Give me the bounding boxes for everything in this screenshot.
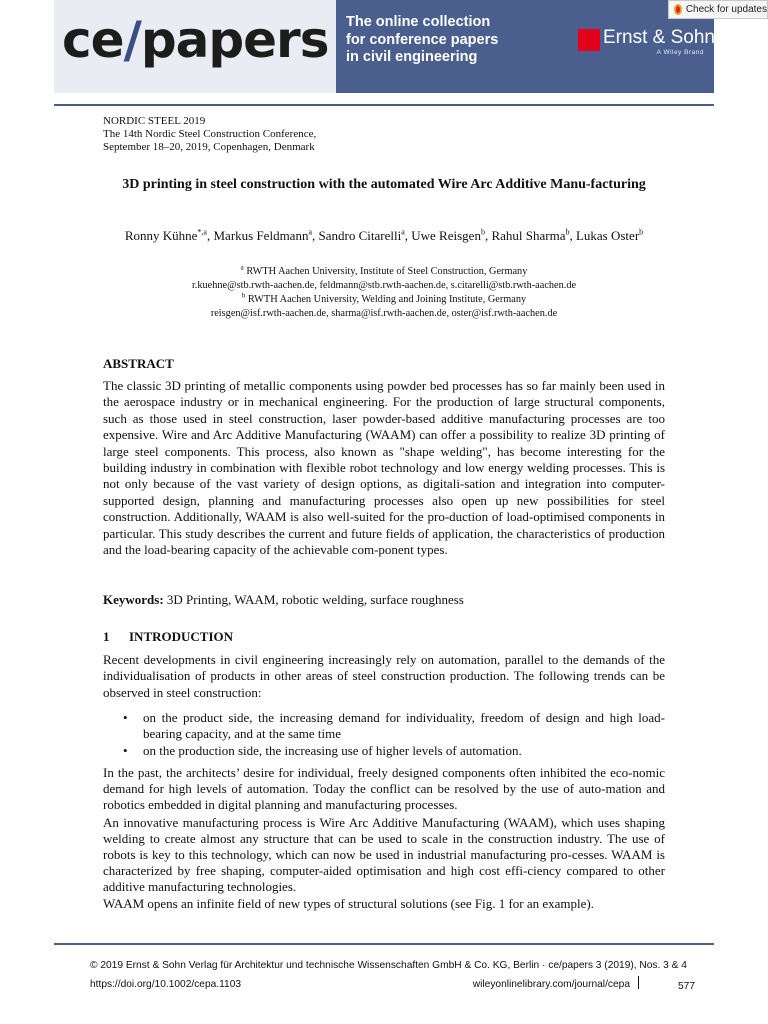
- publisher-subtitle: A Wiley Brand: [656, 49, 704, 56]
- list-item: [103, 743, 665, 759]
- logo-text-ce: ce: [62, 11, 124, 69]
- paper-title: 3D printing in steel construction with the automated Wire Arc Additive Manu-facturing: [122, 177, 646, 192]
- check-for-updates-button[interactable]: [668, 0, 768, 19]
- affiliation-list: [103, 265, 665, 321]
- author-name: Rahul Sharma: [491, 228, 566, 243]
- author-affiliation-mark: b: [480, 227, 485, 237]
- copyright-notice: © 2019 Ernst & Sohn Verlag für Architektur und technische Wissenschaften GmbH & Co. KG, Berlin · ce/papers 3 (2019), Nos. 3 & 4: [90, 960, 687, 971]
- author-affiliation-mark: b: [639, 227, 644, 237]
- intro-paragraph: WAAM opens an infinite field of new types of structural solutions (see Fig. 1 for an example).: [103, 896, 594, 911]
- author-name: Markus Feldmann: [213, 228, 309, 243]
- tagline-line: The online collection: [346, 14, 491, 30]
- footer-separator: [638, 976, 639, 989]
- affiliation-mark: a: [240, 263, 244, 272]
- header-divider: [54, 104, 714, 106]
- intro-paragraph: In the past, the architects’ desire for individual, freely designed components often inhibited the eco-nomic demand for high levels of automation. Today the conflict can be resolved by the use of auto-mation and robotics embedded in digital planning and manufacturing processes.: [103, 765, 665, 812]
- conference-info: [103, 115, 316, 154]
- author-list: Ronny Kühne$^{*,a}$, Markus Feldmann$^a$, Sandro Citarelli$^a$, Uwe Reisgen$^b$, Rahul Sharma$^b$, Lukas Oster$^b$: [124, 227, 644, 243]
- section-number: 1: [103, 629, 110, 644]
- keywords-text: 3D Printing, WAAM, robotic welding, surface roughness: [163, 592, 464, 607]
- author-name: Lukas Oster: [575, 228, 640, 243]
- conference-dates: September 18–20, 2019, Copenhagen, Denmark: [103, 141, 315, 153]
- list-item-text: on the production side, the increasing use of higher levels of automation.: [143, 742, 522, 758]
- crossmark-icon: [674, 4, 682, 15]
- cepapers-logo: [62, 10, 328, 70]
- publisher-logo: [578, 27, 715, 67]
- bullet-icon: •: [123, 710, 128, 725]
- keywords-label: Keywords:: [103, 592, 164, 607]
- section-heading-introduction: [103, 629, 233, 645]
- conference-full-name: The 14th Nordic Steel Construction Conference,: [103, 128, 317, 140]
- check-for-updates-label: Check for updates: [685, 4, 767, 15]
- list-item-text: on the product side, the increasing demand for individuality, freedom of design and high load-bearing capacity, and at the same time: [143, 710, 665, 742]
- author-affiliation-mark: a: [401, 227, 405, 237]
- list-item: [103, 710, 665, 743]
- intro-paragraph: An innovative manufacturing process is Wire Arc Additive Manufacturing (WAAM), which uses shaping welding to create almost any structure that can be used to scale in the construction industry. The use of robots is key to this technology, which can now be used in industrial manufacturing pro-cesses. WAAM is characterized by free shaping, computer-aided optimisation and high cost effi-ciency compared to other additive manufacturing technologies.: [103, 815, 665, 894]
- author-affiliation-mark: a: [308, 227, 313, 237]
- intro-paragraph: Recent developments in civil engineering increasingly rely on automation, parallel to the demands of the individualisation of products in other areas of steel construction production. The following trends can be observed in steel construction:: [103, 652, 665, 700]
- logo-slash: /: [123, 11, 141, 69]
- author-name: Ronny Kühne: [124, 228, 198, 243]
- affiliation-emails: reisgen@isf.rwth-aachen.de, sharma@isf.rwth-aachen.de, oster@isf.rwth-aachen.de: [210, 308, 558, 319]
- abstract-heading: ABSTRACT: [103, 356, 174, 371]
- publisher-name: Ernst & Sohn: [603, 27, 715, 48]
- publisher-mark-icon: [578, 29, 600, 51]
- affiliation-line: [103, 293, 665, 307]
- tagline-line: in civil engineering: [346, 49, 478, 65]
- affiliation-text: RWTH Aachen University, Welding and Joining Institute, Germany: [245, 294, 527, 305]
- abstract-text: The classic 3D printing of metallic components using powder bed processes has so far mainly been used in the aerospace industry or in mechanical engineering. For the production of large structural components, such as those used in steel construction, laser powder-based additive manufacturing processes are too expensive. Wire and Arc Additive Manufacturing (WAAM) can offer a possibility to realize 3D printing of large steel components. This process, also known as "shape welding", has become interesting for the building industry in combination with flexible robot technology and low energy welding processes. This is not only because of the vast variety of design options, as digitali-sation and integration into computer-supported design, planning and manufacturing processes also open up new possibilities for steel construction. Additionally, WAAM is also well-suited for the pro-duction of load-optimised components in particular. This study describes the current and future fields of application, the characteristics of production and the load-bearing capacity of the achievable com-ponent types.: [103, 378, 665, 558]
- page-number: 577: [678, 981, 695, 992]
- journal-link[interactable]: wileyonlinelibrary.com/journal/cepa: [472, 979, 630, 990]
- conference-name: NORDIC STEEL 2019: [103, 115, 206, 127]
- affiliation-text: RWTH Aachen University, Institute of Steel Construction, Germany: [243, 266, 528, 277]
- section-title: INTRODUCTION: [129, 629, 234, 644]
- affiliation-line: [103, 265, 665, 279]
- author-affiliation-mark: *,a: [197, 227, 207, 237]
- keywords: [103, 592, 665, 608]
- banner-tagline: [346, 14, 546, 67]
- author-name: Uwe Reisgen: [411, 228, 481, 243]
- doi-link[interactable]: https://doi.org/10.1002/cepa.1103: [90, 979, 242, 990]
- affiliation-emails: r.kuehne@stb.rwth-aachen.de, feldmann@stb.rwth-aachen.de, s.citarelli@stb.rwth-aachen.de: [191, 280, 577, 291]
- author-affiliation-mark: b: [565, 227, 570, 237]
- affiliation-mark: b: [241, 291, 246, 300]
- tagline-line: for conference papers: [346, 31, 499, 48]
- trend-list: [103, 710, 665, 759]
- bullet-icon: •: [123, 742, 128, 758]
- footer-divider: [54, 943, 714, 945]
- author-name: Sandro Citarelli: [318, 228, 402, 243]
- logo-text-papers: papers: [140, 11, 329, 69]
